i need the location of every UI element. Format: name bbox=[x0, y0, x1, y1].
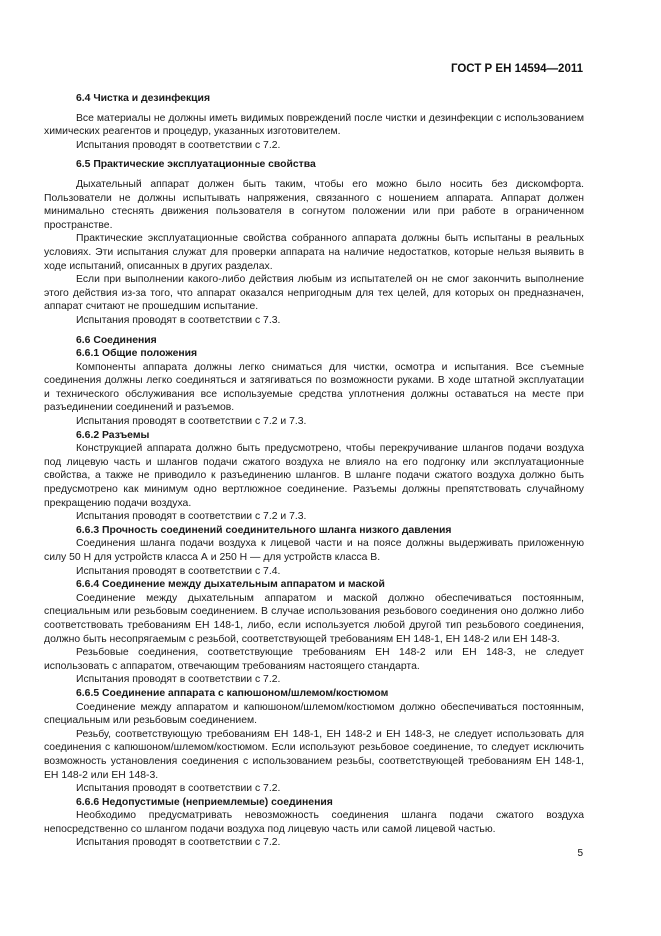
body-paragraph: Если при выполнении какого-либо действия любым из испытателей он не смог закончить выполнение этого действия из-за того, что аппарат оказался непригодным для тех целей, для которых он предназначен, аппарат считают не прошедшим испытание. bbox=[44, 274, 584, 313]
section-heading: 6.6.2 Разъемы bbox=[76, 429, 150, 441]
body-paragraph: Дыхательный аппарат должен быть таким, чтобы его можно было носить без дискомфорта. Пользователи не должны испытывать напряжения, связанного с ношением аппарата. Аппарат должен минимально стеснять движения пользователя в согнутом положении или при работе в ограниченном пространстве. bbox=[44, 178, 584, 231]
body-paragraph: Испытания проводят в соответствии с 7.2. bbox=[76, 674, 281, 686]
body-paragraph: Необходимо предусматривать невозможность соединения шланга подачи сжатого воздуха непосредственно со шлангом подачи воздуха под лицевую часть или самой лицевой частью. bbox=[44, 810, 584, 835]
body-paragraph: Практические эксплуатационные свойства собранного аппарата должны быть испытаны в реальных условиях. Эти испытания служат для проверки аппарата на наличие недостатков, которые нельзя выявить в ходе испытаний, описанных в других разделах. bbox=[44, 233, 584, 272]
document-id-header: ГОСТ Р ЕН 14594—2011 bbox=[450, 63, 583, 75]
body-paragraph: Испытания проводят в соответствии с 7.2 и 7.3. bbox=[76, 511, 307, 523]
body-paragraph: Испытания проводят в соответствии с 7.3. bbox=[76, 314, 281, 326]
page-number: 5 bbox=[577, 848, 583, 859]
section-heading: 6.6.1 Общие положения bbox=[76, 348, 198, 360]
body-paragraph: Резьбовые соединения, соответствующие требованиям ЕН 148-2 или ЕН 148-3, не следует использовать с аппаратом, отвечающим требованиям настоящего стандарта. bbox=[44, 647, 584, 672]
body-paragraph: Конструкцией аппарата должно быть предусмотрено, чтобы перекручивание шлангов подачи воздуха под лицевую часть и шлангов подачи сжатого воздуха не влияло на его подгонку или эксплуатационные свойства, а также не приводило к разъединению шлангов. В шланге подачи сжатого воздуха должно быть предусмотрено как минимум одно вертлюжное соединение. Разъемы должны препятствовать случайному прекращению подачи воздуха. bbox=[44, 443, 584, 509]
section-heading: 6.6.3 Прочность соединений соединительного шланга низкого давления bbox=[76, 524, 452, 536]
body-paragraph: Испытания проводят в соответствии с 7.2. bbox=[76, 837, 281, 849]
section-heading: 6.6.6 Недопустимые (неприемлемые) соединения bbox=[76, 796, 333, 808]
body-paragraph: Испытания проводят в соответствии с 7.4. bbox=[76, 565, 281, 577]
section-heading: 6.4 Чистка и дезинфекция bbox=[76, 93, 211, 104]
body-paragraph: Компоненты аппарата должны легко сниматься для чистки, осмотра и испытания. Все съемные соединения должны легко соединяться и затягиваться по возможности руками. В ходе штатной эксплуатации и технического обслуживания все используемые средства уплотнения должны оставаться на месте при разъединении соединений и разъемов. bbox=[44, 361, 584, 414]
body-paragraph: Соединения шланга подачи воздуха к лицевой части и на поясе должны выдерживать приложенную силу 50 Н для устройств класса А и 250 Н — для устройств класса В. bbox=[44, 538, 584, 563]
document-body bbox=[44, 92, 584, 850]
body-paragraph: Соединение между аппаратом и капюшоном/шлемом/костюмом должно обеспечиваться постоянным, специальным или резьбовым соединением. bbox=[44, 701, 584, 727]
body-paragraph: Испытания проводят в соответствии с 7.2 и 7.3. bbox=[76, 416, 307, 428]
body-paragraph: Резьбу, соответствующую требованиям ЕН 148-1, ЕН 148-2 и ЕН 148-3, не следует использовать для соединения с капюшоном/шлемом/костюмом. Если используют резьбовое соединение, то следует исключить возможность установления соединения с использованием резьбы, соответствующей требованиям ЕН 148-1, ЕН 148-2 или ЕН 148-3. bbox=[44, 728, 584, 781]
section-heading: 6.5 Практические эксплуатационные свойства bbox=[76, 159, 316, 171]
body-paragraph: Соединение между дыхательным аппаратом и маской должно обеспечиваться постоянным, специальным или резьбовым соединением. В случае использования резьбового соединения оно должно либо соответствовать требованиям ЕН 148-1, либо, если используется любой другой тип резьбового соединения, должно быть несопрягаемым с резьбой, соответствующей требованиям ЕН 148-1, ЕН 148-2 или ЕН 148-3. bbox=[44, 592, 584, 645]
body-paragraph: Испытания проводят в соответствии с 7.2. bbox=[76, 783, 281, 795]
section-heading: 6.6.5 Соединение аппарата с капюшоном/шлемом/костюмом bbox=[76, 687, 389, 699]
section-heading: 6.6 Соединения bbox=[76, 334, 157, 346]
body-paragraph: Испытания проводят в соответствии с 7.2. bbox=[76, 139, 281, 151]
body-paragraph: Все материалы не должны иметь видимых повреждений после чистки и дезинфекции с использованием химических реагентов и процедур, указанных изготовителем. bbox=[44, 112, 584, 138]
section-heading: 6.6.4 Соединение между дыхательным аппаратом и маской bbox=[76, 579, 385, 591]
